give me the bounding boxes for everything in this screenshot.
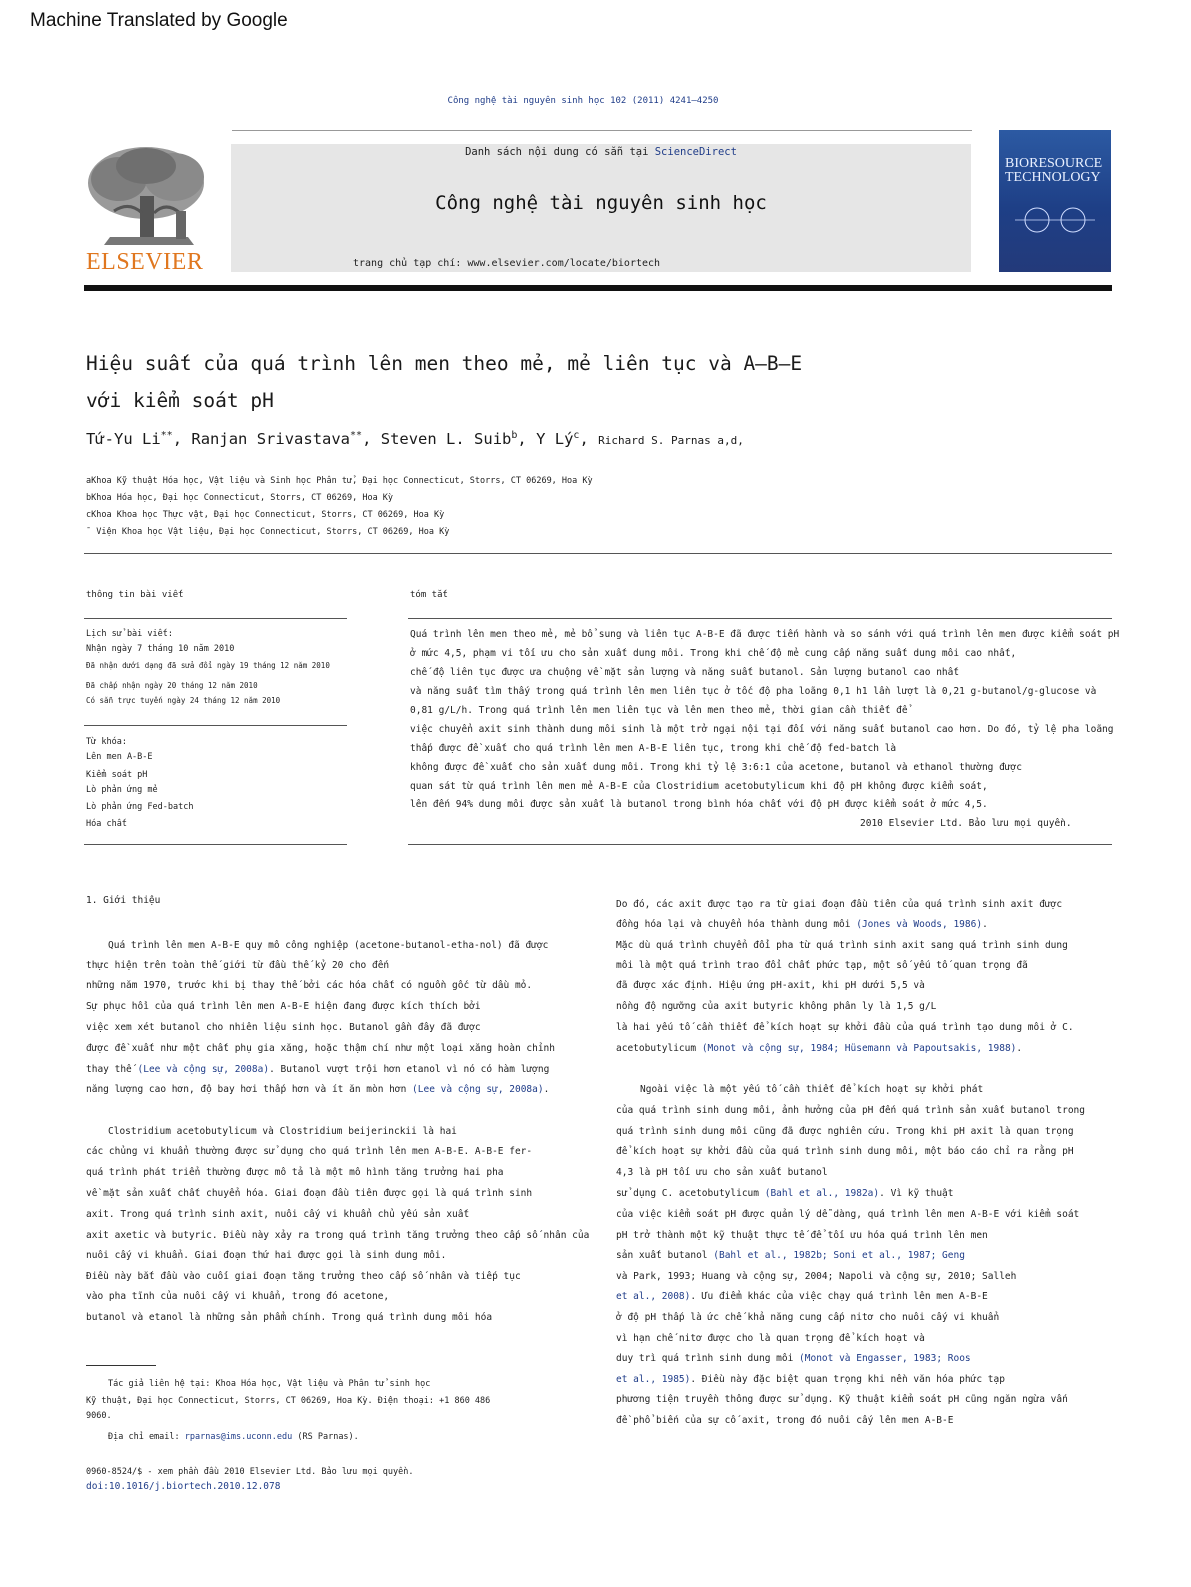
history-heading: Lịch sử bài viết: xyxy=(86,629,173,639)
article-title-continued: với kiểm soát pH xyxy=(86,389,274,412)
affiliation-d: ¯ Viện Khoa học Vật liệu, Đại học Connecticut, Storrs, CT 06269, Hoa Kỳ xyxy=(86,527,450,537)
abstract-line: chế độ liên tục được ưa chuộng về mặt sản lượng và năng suất butanol. Sản lượng butanol cao nhất xyxy=(410,667,960,678)
body-line: đề phổ biến của sự cố axit, trong đó nuôi cấy lên men A-B-E xyxy=(616,1415,954,1426)
footnote-line: 9060. xyxy=(86,1411,112,1421)
body-line: 4,3 là pH tối ưu cho sản xuất butanol xyxy=(616,1167,828,1178)
author-list: Tứ-Yu Li**, Ranjan Srivastava**, Steven L. Suib$^b$, Y $Lý^c$, Richard S. Parnas a,d, xyxy=(86,430,744,449)
body-line: việc xem xét butanol cho nhiên liệu sinh học. Butanol gần đây đã được xyxy=(86,1022,481,1033)
author-name[interactable]: Steven L. Suib xyxy=(380,430,512,449)
body-line: của việc kiểm soát pH được quản lý dễ dàng, quá trình lên men A-B-E với kiểm soát xyxy=(616,1209,1080,1220)
history-accepted: Đã chấp nhận ngày 20 tháng 12 năm 2010 xyxy=(86,681,258,690)
journal-title: Công nghệ tài nguyên sinh học xyxy=(435,192,767,214)
citation-link[interactable]: (Lee và cộng sự, 2008a) xyxy=(137,1064,270,1075)
cover-title-line-2: TECHNOLOGY xyxy=(1005,170,1101,185)
abstract-line: không được đề xuất cho sản xuất dung môi. Trong khi tỷ lệ 3:6:1 của acetone, butanol và ethanol thường được xyxy=(410,762,1022,773)
author-name[interactable]: Ranjan Srivastava xyxy=(191,430,351,449)
abstract-line: 0,81 g/L/h. Trong quá trình lên men liên tục và lên men theo mẻ, thời gian cần thiết để xyxy=(410,705,908,716)
footnote-line: Kỹ thuật, Đại học Connecticut, Storrs, CT 06269, Hoa Kỳ. Điện thoại: +1 860 486 xyxy=(86,1396,491,1406)
citation-link[interactable]: và Park, 1993; Huang và cộng sự, 2004; Napoli và cộng sự, 2010; Salleh xyxy=(616,1271,1017,1282)
body-line xyxy=(616,1291,988,1302)
body-line: axit. Trong quá trình sinh axit, nuôi cấy vi khuẩn chủ yếu sản xuất xyxy=(86,1209,470,1220)
abstract-line: và năng suất tìm thấy trong quá trình lên men liên tục ở tốc độ pha loãng 0,1 h1 lần lượt là 0,21 g-butanol/g-glucose và xyxy=(410,686,1097,697)
keywords-divider xyxy=(84,725,347,726)
journal-banner xyxy=(231,144,971,272)
author-marker: c xyxy=(573,430,580,441)
body-line xyxy=(616,1043,1022,1054)
abstract-line: Quá trình lên men theo mẻ, mẻ bổ sung và liên tục A-B-E đã được tiến hành và so sánh với quá trình lên men được kiểm soát pH xyxy=(410,629,1120,640)
affiliation-divider xyxy=(84,553,1112,554)
citation-link[interactable]: et al., 2008) xyxy=(616,1291,691,1302)
affiliation-b: bKhoa Hóa học, Đại học Connecticut, Storrs, CT 06269, Hoa Kỳ xyxy=(86,493,394,503)
citation-link[interactable]: (Jones và Woods, 1986) xyxy=(856,919,983,930)
footnote-rule xyxy=(86,1365,156,1366)
affiliation-c: cKhoa Khoa học Thực vật, Đại học Connecticut, Storrs, CT 06269, Hoa Kỳ xyxy=(86,510,445,520)
citation-link[interactable]: (Monot và cộng sự, 1984; Hüsemann và Papoutsakis, 1988) xyxy=(701,1043,1017,1054)
author-marker: b xyxy=(511,430,518,441)
body-line: quá trình phát triển thường được mô tả là một mô hình tăng trưởng hai pha xyxy=(86,1167,504,1178)
body-line: các chủng vi khuẩn thường được sử dụng cho quá trình lên men A-B-E. A-B-E fer- xyxy=(86,1146,533,1157)
body-line: nồng độ ngưỡng của axit butyric không phân ly là 1,5 g/L xyxy=(616,1001,937,1012)
citation-link[interactable]: (Lee và cộng sự, 2008a) xyxy=(412,1084,544,1095)
keyword-item: Hóa chất xyxy=(86,819,127,829)
body-line xyxy=(616,1188,953,1199)
body-line: vào pha tĩnh của nuôi cấy vi khuẩn, trong đó acetone, xyxy=(86,1291,390,1302)
abstract-line: lên đến 94% dung môi được sản xuất là butanol trong bình hóa chất với độ pH được kiểm soát ở mức 4,5. xyxy=(410,799,988,810)
publisher-wordmark: ELSEVIER xyxy=(86,249,204,275)
doi-link[interactable]: doi:10.1016/j.biortech.2010.12.078 xyxy=(86,1481,281,1492)
email-line xyxy=(108,1432,359,1442)
history-online: Có sẵn trực tuyến ngày 24 tháng 12 năm 2010 xyxy=(86,696,281,705)
body-line: quá trình sinh dung môi cũng đã được nghiên cứu. Trong khi pH axit là quan trọng xyxy=(616,1126,1074,1137)
body-text: . xyxy=(1016,1043,1023,1054)
keywords-heading: Từ khóa: xyxy=(86,737,127,747)
abstract-divider xyxy=(408,618,1112,619)
header-divider xyxy=(232,130,972,131)
body-line: Sự phục hồi của quá trình lên men A-B-E hiện đang được kích thích bởi xyxy=(86,1001,481,1012)
body-line: ở độ pH thấp là ức chế khả năng cung cấp nitơ cho nuôi cấy vi khuẩn xyxy=(616,1312,1000,1323)
body-line: được đề xuất như một chất phụ gia xăng, hoặc thậm chí như một loại xăng hoàn chỉnh xyxy=(86,1043,555,1054)
body-line: Mặc dù quá trình chuyển đổi pha từ quá trình sinh axit sang quá trình sinh dung xyxy=(616,940,1068,951)
email-owner: (RS Parnas). xyxy=(297,1432,359,1442)
abstract-line: việc chuyển axit sinh thành dung môi sinh là một trở ngại nội tại đối với năng suất butanol cao hơn. Do đó, tỷ lệ pha loãng xyxy=(410,724,1114,735)
email-link[interactable]: rparnas@ims.uconn.edu xyxy=(184,1432,293,1442)
abstract-bottom-rule xyxy=(408,844,1112,845)
body-text: . Ưu điểm khác của việc chạy quá trình lên men A-B-E xyxy=(690,1291,988,1302)
body-line xyxy=(616,1353,971,1364)
elsevier-logo xyxy=(84,141,214,276)
article-info-divider xyxy=(84,618,347,619)
contents-availability xyxy=(231,146,971,158)
body-line: môi là một quá trình trao đổi chất phức tạp, một số yếu tố quan trọng đã xyxy=(616,960,1028,971)
body-text: acetobutylicum xyxy=(616,1043,697,1054)
journal-citation[interactable]: Công nghệ tài nguyên sinh học 102 (2011) 4241–4250 xyxy=(447,96,719,106)
body-line: pH trở thành một kỹ thuật thực tế để tối ưu hóa quá trình lên men xyxy=(616,1230,988,1241)
body-line: Ngoài việc là một yếu tố cần thiết để kích hoạt sự khởi phát xyxy=(640,1084,984,1095)
cover-title-line-1: BIORESOURCE xyxy=(1005,156,1103,171)
abstract-line: ở mức 4,5, phạm vi tối ưu cho sản xuất dung môi. Trong khi chế độ mẻ cung cấp năng suất dung môi cao nhất, xyxy=(410,648,1017,659)
citation-link[interactable]: (Bahl et al., 1982a) xyxy=(764,1188,880,1199)
body-line xyxy=(86,1064,549,1075)
author-name[interactable]: Richard S. Parnas a,d, xyxy=(598,434,744,448)
body-text: . xyxy=(982,919,988,930)
keyword-item: Lò phản ứng mẻ xyxy=(86,785,158,795)
abstract-line: quan sát từ quá trình lên men mẻ A-B-E của Clostridium acetobutylicum khi độ pH không được kiểm soát, xyxy=(410,781,988,792)
author-name[interactable]: Tứ-Yu Li xyxy=(86,430,161,449)
author-name[interactable]: Y Lý xyxy=(536,430,574,449)
body-line: Clostridium acetobutylicum và Clostridium beijerinckii là hai xyxy=(108,1126,457,1137)
body-line xyxy=(86,1084,549,1095)
body-line xyxy=(616,1250,965,1261)
body-text: đồng hóa lại và chuyển hóa thành dung môi xyxy=(616,919,851,930)
article-info-bottom-rule xyxy=(84,844,347,845)
keyword-item: Kiểm soát pH xyxy=(86,770,148,780)
body-line: axit axetic và butyric. Điều này xảy ra trong quá trình tăng trưởng theo cấp số nhân của xyxy=(86,1230,590,1241)
body-line: thực hiện trên toàn thế giới từ đầu thế kỷ 20 cho đến xyxy=(86,960,390,971)
abstract-copyright: 2010 Elsevier Ltd. Bảo lưu mọi quyền. xyxy=(860,818,1072,829)
history-received: Nhận ngày 7 tháng 10 năm 2010 xyxy=(86,644,235,654)
citation-link[interactable]: (Bahl et al., 1982b; Soni et al., 1987; Geng xyxy=(713,1250,965,1261)
author-marker: ** xyxy=(350,430,363,441)
article-info-heading: thông tin bài viết xyxy=(86,590,184,600)
body-line: Do đó, các axit được tạo ra từ giai đoạn đầu tiên của quá trình sinh axit được xyxy=(616,899,1063,910)
body-line: đã được xác định. Hiệu ứng pH-axit, khi pH dưới 5,5 và xyxy=(616,980,925,991)
body-line: Quá trình lên men A-B-E quy mô công nghiệp (acetone-butanol-etha-nol) đã được xyxy=(108,940,549,951)
footnote-line: Tác giả liên hệ tại: Khoa Hóa học, Vật liệu và Phân tử sinh học xyxy=(108,1379,431,1389)
body-text: . Điều này đặc biệt quan trọng khi nền văn hóa phức tạp xyxy=(690,1374,1005,1385)
body-text: duy trì quá trình sinh dung môi xyxy=(616,1353,794,1364)
body-line: để kích hoạt sự khởi đầu của quá trình sinh dung môi, một báo cáo chỉ ra rằng pH xyxy=(616,1146,1074,1157)
keyword-item: Lên men A-B-E xyxy=(86,752,153,762)
body-text: sử dụng C. acetobutylicum xyxy=(616,1188,759,1199)
body-line: vì hạn chế nitơ được cho là quan trọng để kích hoạt và xyxy=(616,1333,925,1344)
body-line: về mặt sản xuất chất chuyển hóa. Giai đoạn đầu tiên được gọi là quá trình sinh xyxy=(86,1188,533,1199)
body-line xyxy=(616,919,988,930)
cover-figure-icon xyxy=(1015,200,1095,240)
contents-label: Danh sách nội dung có sẵn tại xyxy=(465,146,649,158)
affiliation-a: aKhoa Kỹ thuật Hóa học, Vật liệu và Sinh học Phân tử, Đại học Connecticut, Storrs, CT 06269, Hoa Kỳ xyxy=(86,476,593,486)
section-heading: 1. Giới thiệu xyxy=(86,895,161,906)
abstract-line: thấp được đề xuất cho quá trình lên men A-B-E liên tục, trong khi chế độ fed-batch là xyxy=(410,743,897,754)
issn-line: 0960-8524/$ - xem phần đầu 2010 Elsevier Ltd. Bảo lưu mọi quyền. xyxy=(86,1467,414,1477)
body-text: năng lượng cao hơn, độ bay hơi thấp hơn và ít ăn mòn hơn xyxy=(86,1084,407,1095)
machine-translation-banner: Machine Translated by Google xyxy=(30,10,288,31)
body-line: Điều này bắt đầu vào cuối giai đoạn tăng trưởng theo cấp số nhân và tiếp tục xyxy=(86,1271,521,1282)
journal-cover-image xyxy=(999,130,1111,272)
keyword-item: Lò phản ứng Fed-batch xyxy=(86,802,194,812)
header-thick-rule xyxy=(84,285,1112,291)
body-line: của quá trình sinh dung môi, ảnh hưởng của pH đến quá trình sản xuất butanol trong xyxy=(616,1105,1085,1116)
citation-link[interactable]: (Monot và Engasser, 1983; Roos xyxy=(799,1353,971,1364)
body-line: những năm 1970, trước khi bị thay thế bởi các hóa chất có nguồn gốc từ dầu mỏ. xyxy=(86,980,533,991)
article-title: Hiệu suất của quá trình lên men theo mẻ, mẻ liên tục và A–B–E xyxy=(86,352,803,375)
body-line: butanol và etanol là những sản phẩm chính. Trong quá trình dung môi hóa xyxy=(86,1312,493,1323)
sciencedirect-link[interactable]: ScienceDirect xyxy=(654,146,737,158)
history-revised: Đã nhận dưới dạng đã sửa đổi ngày 19 tháng 12 năm 2010 xyxy=(86,661,330,670)
body-line: nuôi cấy vi khuẩn. Giai đoạn thứ hai được gọi là sinh dung môi. xyxy=(86,1250,447,1261)
body-text: thay thế xyxy=(86,1064,132,1075)
body-text: . xyxy=(543,1084,550,1095)
body-line xyxy=(616,1374,1005,1385)
body-text: . Butanol vượt trội hơn etanol vì nó có hàm lượng xyxy=(269,1064,550,1075)
body-text: . Vì kỹ thuật xyxy=(879,1188,954,1199)
abstract-heading: tóm tắt xyxy=(410,590,448,600)
body-line: phương tiện truyền thông được sử dụng. Kỹ thuật kiểm soát pH cũng ngăn ngừa vấn xyxy=(616,1394,1068,1405)
email-label: Địa chỉ email: xyxy=(108,1432,180,1442)
author-marker: ** xyxy=(160,430,173,441)
citation-link[interactable]: et al., 1985) xyxy=(616,1374,691,1385)
body-line: là hai yếu tố cần thiết để kích hoạt sự khởi đầu của quá trình tạo dung môi ở C. xyxy=(616,1022,1074,1033)
journal-homepage-link[interactable]: trang chủ tạp chí: www.elsevier.com/locate/biortech xyxy=(353,258,661,269)
body-text: sản xuất butanol xyxy=(616,1250,708,1261)
